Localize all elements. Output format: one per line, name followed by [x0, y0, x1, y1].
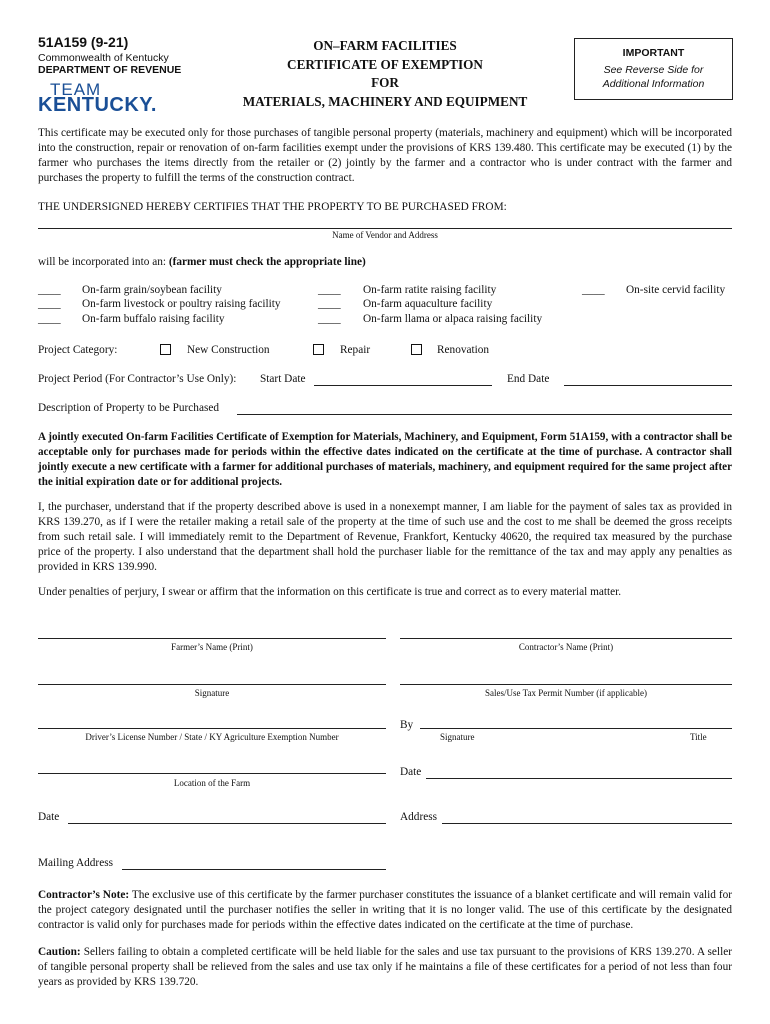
drivers-license-field[interactable]: [38, 728, 386, 729]
logo-kentucky-text: KENTUCKY.: [38, 94, 157, 116]
incorporated-line: [38, 255, 732, 270]
intro-paragraph: This certificate may be executed only for those purchases of tangible personal property (materials, machinery and equipment) which will be incorporated into the construction, repair or renovation of on-farm facilities exempt under the provisions of KRS 139.480. This certificate may be executed (1) by the farmer who purchases the items directly from the retailer or (2) jointly by the farmer and a contractor who is under contract with the farmer and purchases the property to fulfill the terms of the construction contract.: [38, 127, 732, 184]
contractor-note: [38, 888, 732, 933]
incorporated-bold: (farmer must check the appropriate line): [168, 256, 366, 268]
farm-location-field[interactable]: [38, 773, 386, 774]
department-label: DEPARTMENT OF REVENUE: [38, 64, 182, 76]
description-label: Description of Property to be Purchased: [38, 402, 220, 414]
important-heading: IMPORTANT: [622, 47, 685, 59]
permit-number-field[interactable]: [400, 684, 732, 685]
permit-number-caption: Sales/Use Tax Permit Number (if applicable): [485, 688, 647, 698]
title-line-2: CERTIFICATE OF EXEMPTION: [287, 56, 483, 72]
facility-blank-4[interactable]: ____: [318, 284, 341, 296]
important-text-2: Additional Information: [602, 78, 705, 90]
facility-blank-5[interactable]: ____: [318, 298, 341, 310]
important-box: [574, 38, 733, 100]
facility-grain-soybean: On-farm grain/soybean facility: [82, 284, 222, 296]
caution-text: Sellers failing to obtain a completed certificate will be held liable for the sales and use tax pursuant to the provisions of KRS 139.270. A seller of tangible personal property shall be relieved from the sales and use tax only if he maintains a file of these certificates for a period of not less than four years as provided by KRS 139.720.: [38, 946, 732, 988]
contractor-note-label: Contractor’s Note:: [38, 889, 130, 901]
farmer-name-field[interactable]: [38, 638, 386, 639]
form-number: 51A159 (9-21): [38, 34, 129, 50]
incorporated-prefix: will be incorporated into an:: [38, 256, 169, 268]
contractor-name-caption: Contractor’s Name (Print): [518, 642, 614, 652]
facility-llama-alpaca: On-farm llama or alpaca raising facility: [363, 313, 543, 325]
repair-label: Repair: [340, 344, 371, 356]
title-line-1: ON–FARM FACILITIES: [313, 38, 457, 53]
facility-blank-3[interactable]: ____: [38, 313, 61, 325]
facility-aquaculture: On-farm aquaculture facility: [363, 298, 493, 310]
facility-ratite: On-farm ratite raising facility: [363, 284, 497, 296]
commonwealth-label: Commonwealth of Kentucky: [38, 52, 169, 64]
perjury-statement: Under penalties of perjury, I swear or affirm that the information on this certificate is true and correct as to every material matter.: [38, 586, 622, 598]
farm-location-caption: Location of the Farm: [173, 778, 251, 788]
contractor-address-field[interactable]: [442, 823, 732, 824]
caution-label: Caution:: [38, 946, 81, 958]
facility-buffalo: On-farm buffalo raising facility: [82, 313, 225, 325]
title-line-3: FOR: [371, 75, 399, 90]
form-title: [215, 37, 555, 111]
mailing-address-field[interactable]: [122, 869, 386, 870]
vendor-line[interactable]: [38, 228, 732, 229]
contractor-name-field[interactable]: [400, 638, 732, 639]
project-period-label: Project Period (For Contractor’s Use Only):: [38, 373, 237, 385]
description-field[interactable]: [237, 414, 732, 415]
facility-blank-2[interactable]: ____: [38, 298, 61, 310]
joint-notice: A jointly executed On-farm Facilities Certificate of Exemption for Materials, Machinery, and Equipment, Form 51A159, with a contractor shall be acceptable only for purchases made for periods within the effective dates indicated on the certificate at the time of purchase. A contractor shall jointly execute a new certificate with a farmer for additional purchases of materials, machinery, and equipment required for the same project after the initial expiration date or for additional projects.: [38, 431, 732, 488]
farmer-date-label: Date: [38, 811, 60, 823]
farmer-name-caption: Farmer’s Name (Print): [171, 642, 253, 652]
contractor-signature-caption: Signature: [440, 732, 475, 742]
title-line-4: MATERIALS, MACHINERY AND EQUIPMENT: [242, 93, 528, 109]
contractor-title-caption: Title: [690, 732, 707, 742]
facility-blank-6[interactable]: ____: [318, 313, 341, 325]
facility-livestock-poultry: On-farm livestock or poultry raising facility: [82, 298, 281, 310]
contractor-address-label: Address: [400, 811, 438, 823]
facility-cervid: On-site cervid facility: [626, 284, 726, 296]
certify-heading: THE UNDERSIGNED HEREBY CERTIFIES THAT THE PROPERTY TO BE PURCHASED FROM:: [38, 201, 507, 213]
end-date-field[interactable]: [564, 385, 732, 386]
contractor-signature-field[interactable]: [420, 728, 732, 729]
start-date-label: Start Date: [260, 373, 306, 385]
contractor-note-text: The exclusive use of this certificate by the farmer purchaser constitutes the issuance of a blanket certificate and will remain valid for the project category designated until the purchaser notifies the seller in writing that it is no longer valid. The use of this certificate by the designated contractor is valid only for purchases made for periods within the effective dates indicated on the certificate at the time of purchase.: [38, 889, 732, 931]
farmer-signature-caption: Signature: [194, 688, 230, 698]
drivers-license-caption: Driver’s License Number / State / KY Agriculture Exemption Number: [85, 732, 339, 742]
vendor-caption: Name of Vendor and Address: [332, 230, 438, 240]
mailing-address-label: Mailing Address: [38, 857, 113, 869]
new-construction-checkbox[interactable]: [160, 344, 171, 355]
project-category-label: Project Category:: [38, 344, 118, 356]
team-kentucky-logo: [38, 80, 168, 116]
farmer-signature-field[interactable]: [38, 684, 386, 685]
by-label: By: [400, 719, 414, 731]
new-construction-label: New Construction: [187, 344, 270, 356]
caution-note: [38, 945, 732, 990]
farmer-date-field[interactable]: [68, 823, 386, 824]
purchaser-statement: I, the purchaser, understand that if the property described above is used in a nonexempt manner, I am liable for the payment of sales tax as provided in KRS 139.270, as if I were the retailer making a retail sale of the property at the time of such use and the cost to me shall be deemed the gross receipts from such retail sale. I will immediately remit to the Department of Revenue, Frankfort, Kentucky 40620, the required tax measured by the purchase price of the property. I also understand that the department shall hold the purchaser liable for the remittance of the tax and may apply any penalties as provided in KRS 139.990.: [38, 501, 732, 573]
contractor-date-label: Date: [400, 766, 422, 778]
facility-blank-1[interactable]: ____: [38, 284, 61, 296]
important-text-1: See Reverse Side for: [603, 64, 704, 76]
start-date-field[interactable]: [314, 385, 492, 386]
logo-team-text: TEAM: [50, 80, 102, 99]
renovation-label: Renovation: [437, 344, 490, 356]
facility-blank-7[interactable]: ____: [582, 284, 605, 296]
repair-checkbox[interactable]: [313, 344, 324, 355]
end-date-label: End Date: [507, 373, 550, 385]
renovation-checkbox[interactable]: [411, 344, 422, 355]
contractor-date-field[interactable]: [426, 778, 732, 779]
